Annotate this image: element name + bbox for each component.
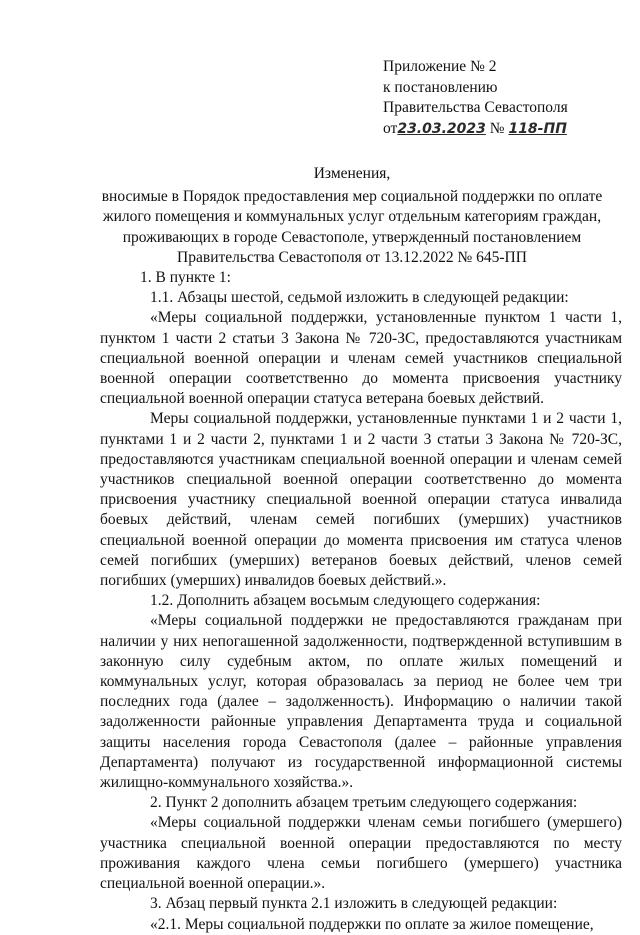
appendix-title: Приложение № 2 — [383, 58, 497, 75]
document-body — [100, 268, 622, 935]
date-prefix: от — [383, 119, 398, 137]
title-line-2: жилого помещения и коммунальных услуг отдельным категориям граждан, — [102, 208, 602, 225]
paragraph-quote-abz8: «Меры социальной поддержки не предоставляются гражданам при наличии у них непогашенной задолженности, подтвержденной вступившим в законную силу судебным актом, по оплате жилых помещений и коммунальных услуг, которая образовалась за период не более чем три последних года (далее – задолженность). Информацию о наличии такой задолженности районные управления Департамента труда и социальной защиты населения города Севастополя (далее – районные управления Департамента) получают из государственной информационной системы жилищно-коммунального хозяйства.». — [100, 612, 622, 792]
paragraph-item-1-1: 1.1. Абзацы шестой, седьмой изложить в следующей редакции: — [150, 289, 569, 307]
paragraph-quote-abz7: Меры социальной поддержки, установленные пунктами 1 и 2 части 1, пунктами 1 и 2 части 2, пунктами 1 и 2 части 3 статьи 3 Закона № 720-ЗС, предоставляются участникам специальной военной операции и членам семей участников специальной военной операции соответственно до момента присвоения участнику специальной военной операции статуса инвалида боевых действий, членам семей погибших (умерших) участников специальной военной операции до момента присвоения им статуса членов семей погибших (умерших) ветеранов боевых действий, членов семей погибших (умерших) инвалидов боевых действий.». — [100, 410, 622, 590]
paragraph-item-3: 3. Абзац первый пункта 2.1 изложить в следующей редакции: — [150, 895, 558, 913]
paragraph-quote-item-2: «Меры социальной поддержки членам семьи погибшего (умершего) участника специальной военной операции предоставляются по месту проживания каждого члена семьи погибшего (умершего) участника специальной военной операции.». — [100, 814, 622, 893]
paragraph-quote-abz6: «Меры социальной поддержки, установленные пунктом 1 части 1, пунктом 1 части 2 статьи 3 Закона № 720-ЗС, предоставляются участникам специальной военной операции и членам семей участников специальной военной операции соответственно до момента присвоения участнику специальной военной операции статуса ветерана боевых действий. — [100, 309, 622, 408]
paragraph-item-2: 2. Пункт 2 дополнить абзацем третьим следующего содержания: — [150, 794, 578, 812]
paragraph-quote-item-2-1: «2.1. Меры социальной поддержки по оплате за жилое помещение, — [150, 915, 594, 933]
title-line-1: вносимые в Порядок предоставления мер социальной поддержки по оплате — [101, 187, 603, 205]
handwritten-number: 118-ПП — [508, 120, 567, 137]
appendix-resolution: к постановлению — [383, 78, 498, 96]
appendix-header — [383, 57, 568, 139]
handwritten-date: 23.03.2023 — [397, 120, 486, 137]
number-prefix: № — [489, 119, 505, 137]
paragraph-item-1: 1. В пункте 1: — [140, 269, 231, 286]
title-line-4: Правительства Севастополя от 13.12.2022 № 645-ПП — [177, 249, 527, 266]
paragraph-item-1-2: 1.2. Дополнить абзацем восьмым следующего содержания: — [150, 592, 541, 610]
appendix-government: Правительства Севастополя — [383, 99, 568, 116]
title-line-3: проживающих в городе Севастополе, утвержденный постановлением — [122, 228, 582, 246]
appendix-date-number — [383, 119, 568, 140]
document-title — [72, 164, 632, 269]
title-heading: Изменения, — [313, 165, 391, 182]
